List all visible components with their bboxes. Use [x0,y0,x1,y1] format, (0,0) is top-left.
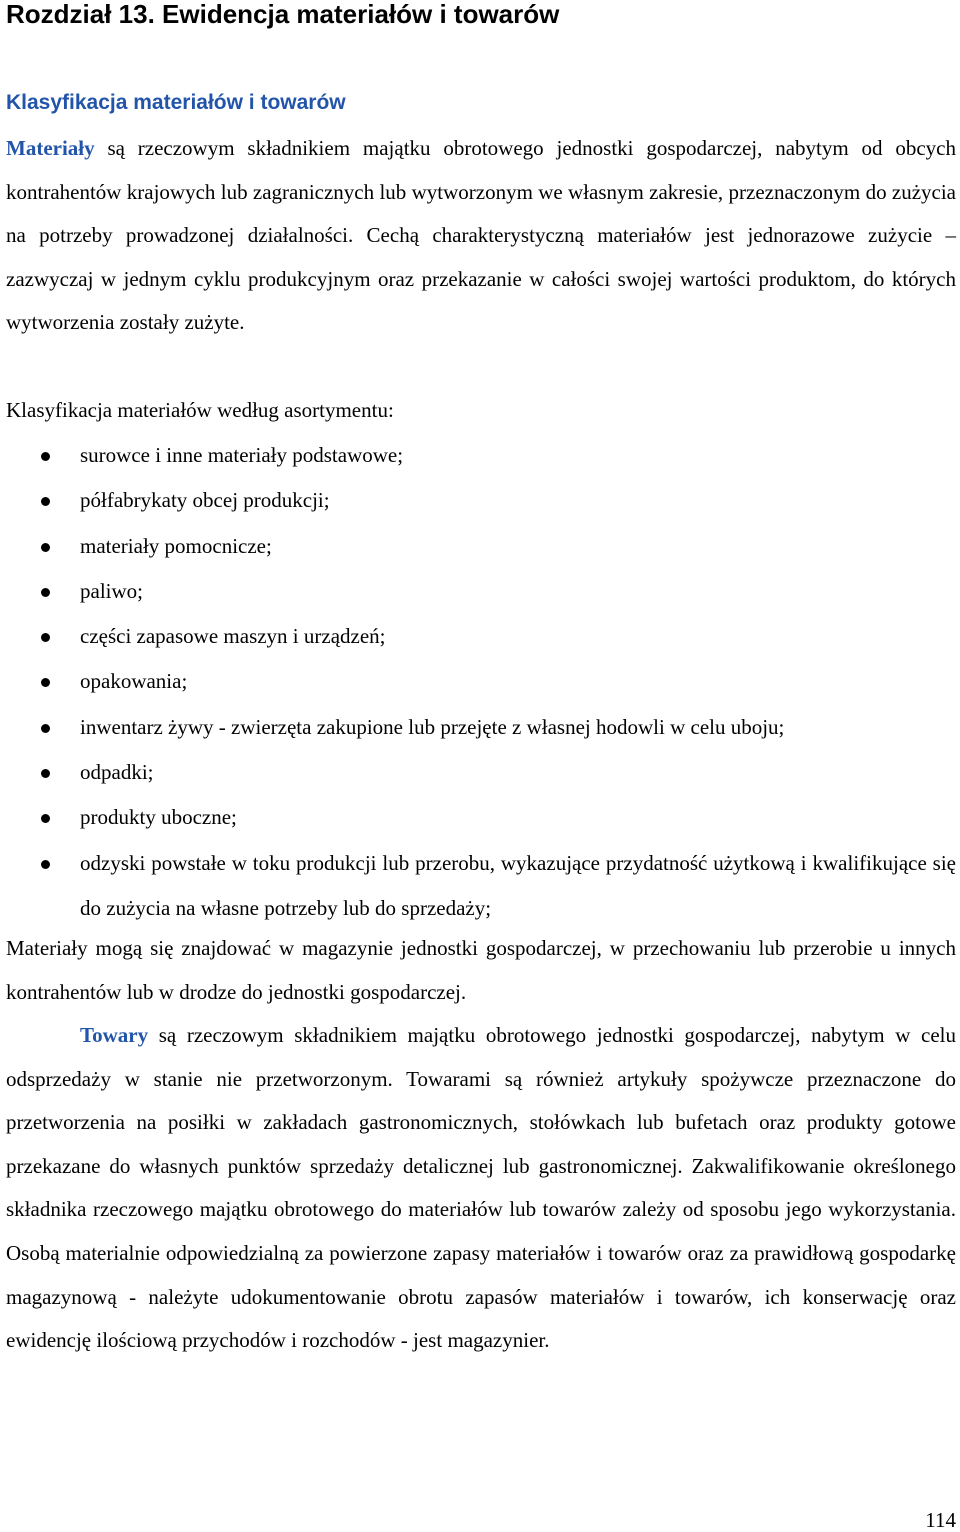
bullet-icon [41,588,50,597]
bullet-icon [41,769,50,778]
list-item [6,705,956,750]
list-item-text: części zapasowe maszyn i urządzeń; [80,624,386,649]
list-item-text: odpadki; [80,760,154,785]
list-item-text: surowce i inne materiały podstawowe; [80,443,404,467]
goods-term: Towary [80,1023,149,1047]
list-item [6,750,956,795]
bullet-icon [41,543,50,552]
list-item-text: paliwo; [80,578,143,603]
chapter-title: Rozdział 13. Ewidencja materiałów i towarów [6,0,560,29]
classification-list [6,433,956,931]
list-item-text: opakowania; [80,669,188,694]
bullet-icon [41,724,50,733]
list-item [6,569,956,614]
materials-term: Materiały [6,136,95,160]
materials-definition-paragraph [6,127,956,345]
bullet-icon [41,452,50,461]
page-number: 114 [925,1508,956,1532]
list-item-text: odzyski powstałe w toku produkcji lub przerobu, wykazujące przydatność użytkową i kwalifikujące się do zużycia na własne potrzeby lub do sprzedaży; [80,850,956,920]
list-item [6,433,956,478]
list-item [6,614,956,659]
list-item-text: produkty uboczne; [80,805,237,830]
list-item [6,478,956,523]
list-item-text: materiały pomocnicze; [80,533,272,558]
materials-definition-text: są rzeczowym składnikiem majątku obrotowego jednostki gospodarczej, nabytym od obcych kontrahentów krajowych lub zagranicznych lub wytworzonym we własnym zakresie, przeznaczonym do zużycia na potrzeby prowadzonej działalności. Cechą charakterystyczną materiałów jest jednorazowe zużycie – zazwyczaj w jednym cyklu produkcyjnym oraz przekazanie w całości swojej wartości produktom, do których wytworzenia zostały zużyte. [6,136,956,335]
bullet-icon [41,497,50,506]
bullet-icon [41,860,50,869]
list-item [6,524,956,569]
bullet-icon [41,678,50,687]
storage-paragraph: Materiały mogą się znajdować w magazynie jednostki gospodarczej, w przechowaniu lub przerobie u innych kontrahentów lub w drodze do jednostki gospodarczej. [6,936,956,1004]
classification-intro: Klasyfikacja materiałów według asortymentu: [6,398,394,422]
list-item-text: półfabrykaty obcej produkcji; [80,488,330,513]
section-title: Klasyfikacja materiałów i towarów [6,91,346,114]
list-item [6,659,956,704]
list-item [6,841,956,932]
bullet-icon [41,633,50,642]
list-item [6,795,956,840]
goods-definition-paragraph [6,1014,956,1363]
bullet-icon [41,814,50,823]
list-item-text: inwentarz żywy - zwierzęta zakupione lub przejęte z własnej hodowli w celu uboju; [80,714,785,739]
goods-definition-text: są rzeczowym składnikiem majątku obrotowego jednostki gospodarczej, nabytym w celu odsprzedaży w stanie nie przetworzonym. Towarami są również artykuły spożywcze przeznaczone do przetworzenia na posiłki w zakładach gastronomicznych, stołówkach lub bufetach oraz produkty gotowe przekazane do własnych punktów sprzedaży detalicznej lub gastronomicznej. Zakwalifikowanie określonego składnika rzeczowego majątku obrotowego do materiałów lub towarów zależy od sposobu jego wykorzystania. Osobą materialnie odpowiedzialną za powierzone zapasy materiałów i towarów oraz za prawidłową gospodarkę magazynową - należyte udokumentowanie obrotu zapasów materiałów i towarów, ich konserwację oraz ewidencję ilościową przychodów i rozchodów - jest magazynier. [6,1023,956,1353]
